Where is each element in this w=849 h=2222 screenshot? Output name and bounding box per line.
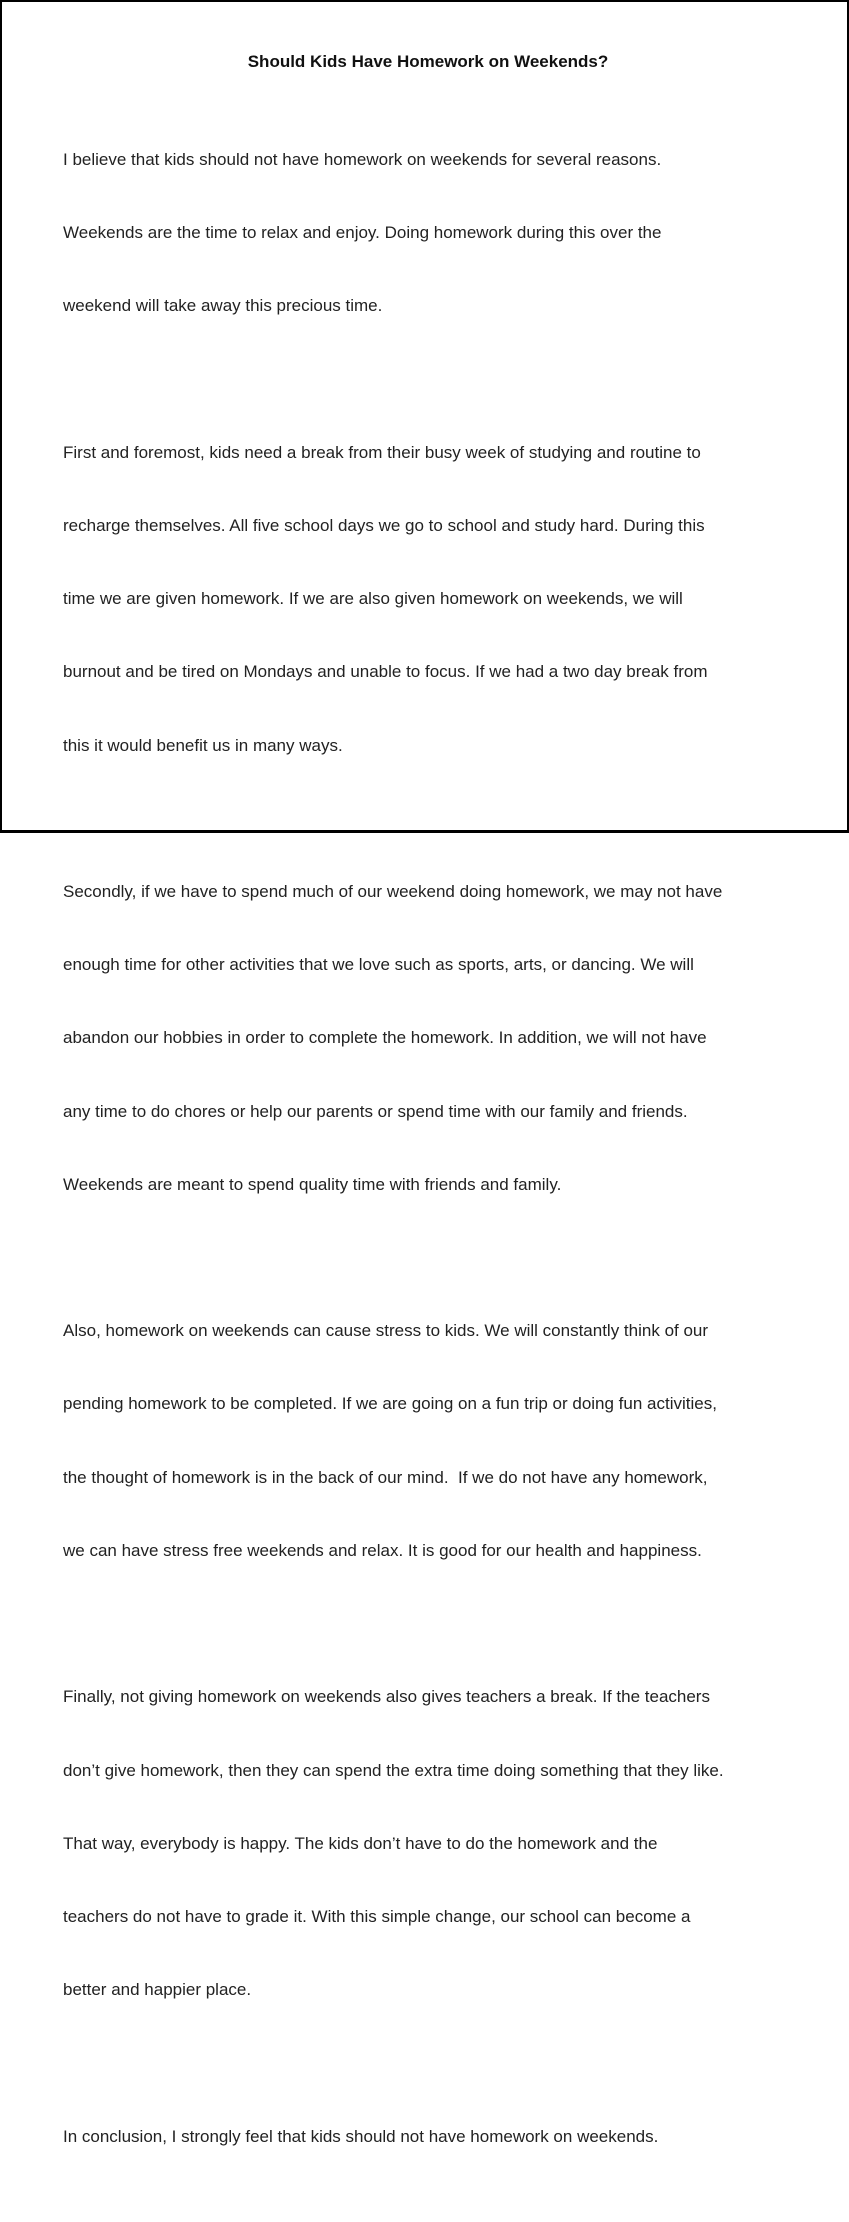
paragraph-line: burnout and be tired on Mondays and unable to focus. If we had a two day break from bbox=[63, 662, 708, 682]
document-page bbox=[63, 50, 793, 2222]
paragraph-line: teachers do not have to grade it. With this simple change, our school can become a bbox=[63, 1907, 691, 1926]
paragraph-line: That way, everybody is happy. The kids don’t have to do the homework and the bbox=[63, 1833, 658, 1853]
paragraph-line: recharge themselves. All five school days we go to school and study hard. During this bbox=[63, 515, 705, 535]
paragraph-line: Weekends are meant to spend quality time with friends and family. bbox=[63, 1174, 562, 1194]
frame-left-border bbox=[0, 0, 2, 833]
paragraph-line: don’t give homework, then they can spend the extra time doing something that they like. bbox=[63, 1760, 724, 1780]
paragraph-line: In conclusion, I strongly feel that kids should not have homework on weekends. bbox=[63, 2126, 659, 2146]
document-title: Should Kids Have Homework on Weekends? bbox=[247, 52, 609, 71]
paragraph-conclusion bbox=[63, 2076, 793, 2198]
paragraph-line: we can have stress free weekends and relax. It is good for our health and happiness. bbox=[63, 1540, 702, 1560]
paragraph-second-reason bbox=[63, 831, 793, 1246]
paragraph-intro bbox=[63, 99, 793, 367]
paragraph-line: First and foremost, kids need a break from their busy week of studying and routine to bbox=[63, 442, 701, 462]
paragraph-line: abandon our hobbies in order to complete the homework. In addition, we will not have bbox=[63, 1028, 707, 1048]
paragraph-line: Weekends are the time to relax and enjoy. Doing homework during this over the bbox=[63, 223, 662, 243]
paragraph-line: enough time for other activities that we love such as sports, arts, or dancing. We will bbox=[63, 955, 694, 975]
paragraph-first-reason bbox=[63, 392, 793, 807]
paragraph-line: Finally, not giving homework on weekends also gives teachers a break. If the teachers bbox=[63, 1687, 710, 1707]
paragraph-third-reason bbox=[63, 1270, 793, 1612]
frame-top-border bbox=[0, 0, 849, 2]
paragraph-line: this it would benefit us in many ways. bbox=[63, 735, 343, 755]
paragraph-line: pending homework to be completed. If we are going on a fun trip or doing fun activities, bbox=[63, 1394, 717, 1414]
paragraph-line: the thought of homework is in the back of our mind. If we do not have any homework, bbox=[63, 1467, 708, 1487]
paragraph-line: weekend will take away this precious time. bbox=[63, 296, 383, 316]
paragraph-line: better and happier place. bbox=[63, 1980, 252, 2000]
paragraph-line: I believe that kids should not have homework on weekends for several reasons. bbox=[63, 149, 662, 169]
paragraph-line: time we are given homework. If we are also given homework on weekends, we will bbox=[63, 589, 683, 609]
paragraph-line: Also, homework on weekends can cause stress to kids. We will constantly think of our bbox=[63, 1321, 709, 1341]
paragraph-fourth-reason bbox=[63, 1637, 793, 2052]
paragraph-line: any time to do chores or help our parents or spend time with our family and friends. bbox=[63, 1101, 688, 1121]
paragraph-line: Secondly, if we have to spend much of our weekend doing homework, we may not have bbox=[63, 881, 723, 901]
